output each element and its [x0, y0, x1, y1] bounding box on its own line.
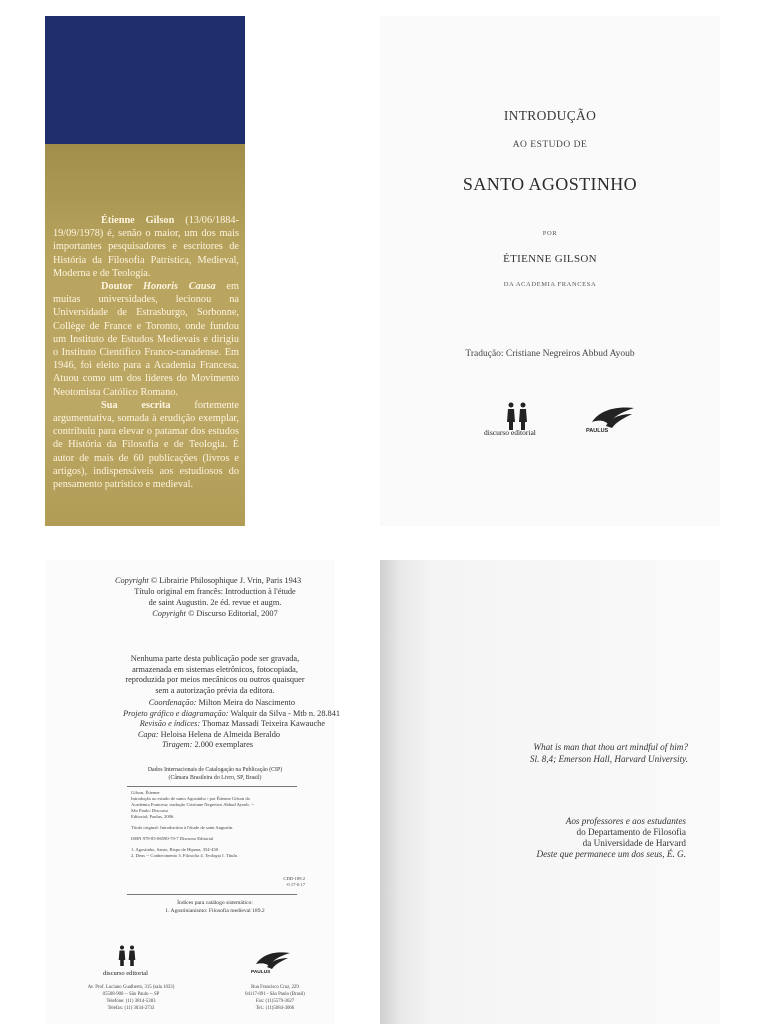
credit-line [85, 698, 295, 709]
copyright-discurso-text: Discurso Editorial, 2007 [194, 609, 278, 618]
epigraph-quote: What is man that thou art mindful of him? [533, 742, 688, 752]
bio-paragraph-1 [53, 214, 239, 280]
credits-block [85, 698, 340, 751]
cip-line: São Paulo: Discurso [131, 808, 169, 813]
cip-bottom-rule [127, 894, 297, 895]
bio-para3-text: fortemente argumentativa, somada à erudição exemplar, contribuiu para elevar o patamar dos estudos de História da Filosofia e de Teologia. É autor de mais de 60 publicações (livros e artigos), indispensáveis aos estudiosos do pensamento patrístico e medieval. [53, 399, 239, 491]
paulus-logo-small [253, 948, 293, 972]
copyright-label-2: Copyright © [152, 609, 195, 618]
copyright-label: Copyright © [115, 576, 158, 585]
cip-header [105, 767, 325, 782]
credit-value: Heloisa Helena de Almeida Beraldo [158, 729, 280, 739]
paulus-bird-icon [253, 948, 293, 972]
address-line: Telefone: (11) 3814-5383 [106, 999, 156, 1004]
author-name: ÉTIENNE GILSON [503, 253, 597, 265]
academy-label: DA ACADEMIA FRANCESA [503, 281, 597, 288]
rights-line: Nenhuma parte desta publicação pode ser gravada, [130, 654, 300, 663]
credit-line [85, 719, 325, 730]
paulus-address [225, 984, 325, 1012]
address-line: 05508-900 -- São Paulo -- SP [102, 992, 160, 997]
rights-line: sem a autorização prévia da editora. [155, 685, 275, 695]
bio-paragraph-2 [53, 280, 239, 399]
copyright-discurso [115, 609, 315, 620]
cip-line: 1. Agostinho, Santo, Bispo de Hipona, 354-430 [131, 847, 219, 852]
dedication-line-2: do Departamento de Filosofia [576, 827, 686, 837]
cip-header-line: Dados Internacionais de Catalogação na Publicação (CIP) [147, 767, 283, 773]
cip-line: Academia Francesa; tradução Cristiane Negreiros Abbud Ayoub. -- [131, 802, 255, 807]
book-title: SANTO AGOSTINHO [462, 174, 638, 194]
rights-line: reproduzida por meios mecânicos ou outros quaisquer [125, 675, 305, 685]
cip-top-rule [127, 786, 297, 787]
index-block [105, 900, 325, 915]
bio-para2-text: em muitas universidades, lecionou na Universidade de Estrasburgo, Sorbonne, Collège de France e Toronto, onde fundou um Instituto de Estudos Medievais e dirigiu o Instituto Científico Franco-canadense. Em 1946, foi eleito para a Academia Francesa. Atuou como um dos líderes do Movimento Neotomista Católico Romano. [53, 281, 239, 398]
credit-label: Projeto gráfico e diagramação: [123, 708, 229, 718]
dedication-line-4: Deste que permanece um dos seus, É. G. [536, 849, 686, 859]
credit-label: Tiragem: [161, 740, 193, 750]
cip-body [131, 790, 301, 859]
credit-value: Walquir da Silva - Mtb n. 28.841 [228, 708, 340, 718]
copyright-page [45, 560, 340, 1024]
address-line: Fax: (11)5579-3627 [255, 999, 295, 1004]
cip-line: Introdução ao estudo de santo Agostinho / por Étienne Gilson da [131, 796, 250, 801]
cip-codes [265, 876, 305, 888]
cip-code: CDD-189.2 [283, 876, 305, 881]
translation-credit: Tradução: Cristiane Negreiros Abbud Ayoub [465, 349, 635, 359]
credit-label: Revisão e índices: [139, 719, 201, 729]
address-line: Av. Prof. Luciano Gualberto, 315 (sala 1033) [87, 985, 175, 990]
bio-paragraph-3 [53, 399, 239, 491]
credit-label: Capa: [137, 729, 159, 739]
index-line: 1. Agostinianismo: Filosofia medieval 189.2 [165, 907, 265, 914]
dedication-line-1: Aos professores e aos estudantes [565, 816, 686, 826]
discurso-wordmark-small: discurso editorial [103, 970, 148, 977]
discurso-wordmark: discurso editorial [484, 428, 536, 437]
credit-value: Thomaz Massadi Teixeira Kawauche [200, 719, 325, 729]
paulus-wordmark-small: PAULUS [251, 970, 271, 975]
address-line: Tel.: (11)5084-3066 [255, 1006, 295, 1011]
bio-para1-text: (13/06/1884-19/09/1978) é, senão o maior, um dos mais importantes pesquisadores e escritores de História da Filosofia Patrística, Medieval, Moderna e de Teologia. [53, 215, 239, 279]
dedication-line-3: da Universidade de Harvard [582, 838, 686, 848]
rights-line: armazenada em sistemas eletrônicos, fotocopiada, [132, 664, 298, 674]
por-label: POR [542, 230, 558, 237]
cip-line: Editorial; Paulus, 2006. [131, 814, 175, 819]
flap-blue-band [45, 16, 245, 144]
address-line: 04117-091 - São Paulo (Brasil) [245, 992, 305, 997]
cip-line: Gilson, Étienne [131, 790, 160, 795]
credit-value: 2.000 exemplares [192, 740, 253, 750]
bio-para3-lead: Sua escrita [101, 399, 171, 411]
bio-para2-lead: Doutor [101, 281, 144, 293]
credit-line [85, 709, 340, 720]
title-line-2: AO ESTUDO DE [512, 140, 588, 150]
title-line-1: INTRODUÇÃO [503, 108, 597, 123]
original-title-2: de saint Augustin. 2e éd. revue et augm. [148, 598, 282, 607]
rights-notice [105, 654, 325, 696]
credit-line [85, 730, 280, 741]
discurso-logo-small [107, 944, 147, 972]
credit-value: Milton Meira do Nascimento [196, 698, 295, 707]
discurso-figures-icon [107, 944, 147, 972]
address-line: Telefax: (11) 3034-2733 [107, 1006, 155, 1011]
discurso-address [71, 984, 191, 1012]
cip-line: Título original: Introduction à l'étude de saint Augustin. [131, 825, 234, 830]
credit-line [85, 740, 253, 751]
credit-label: Coordenação: [148, 698, 197, 707]
paulus-wordmark: PAULUS [586, 428, 609, 434]
address-line: Rua Francisco Cruz, 229 [251, 985, 299, 990]
book-flap [45, 16, 245, 526]
cip-code: -0.17-0.17 [285, 882, 305, 887]
epigraph-source: Sl. 8,4; Emerson Hall, Harvard University. [529, 754, 688, 764]
original-title: Título original em francês: Introduction à l'étude [134, 587, 296, 596]
cip-line: ISBN 978-85-86590-70-7 Discurso Editorial [131, 836, 214, 841]
cip-line: 2. Deus -- Conhecimento 3. Filosofia 4. Teologia I. Título. [131, 853, 239, 858]
author-bio [53, 214, 239, 491]
bio-honoris: Honoris Causa [143, 281, 216, 293]
cip-header-line: (Câmara Brasileira do Livro, SP, Brasil) [168, 774, 262, 781]
copyright-vrin [115, 576, 315, 587]
title-page [380, 16, 720, 526]
copyright-vrin-text: Librairie Philosophique J. Vrin, Paris 1943 [157, 576, 302, 585]
dedication-page [380, 560, 720, 1024]
bio-name: Étienne Gilson [101, 215, 175, 226]
index-title: Índices para catálogo sistemático: [177, 900, 253, 906]
